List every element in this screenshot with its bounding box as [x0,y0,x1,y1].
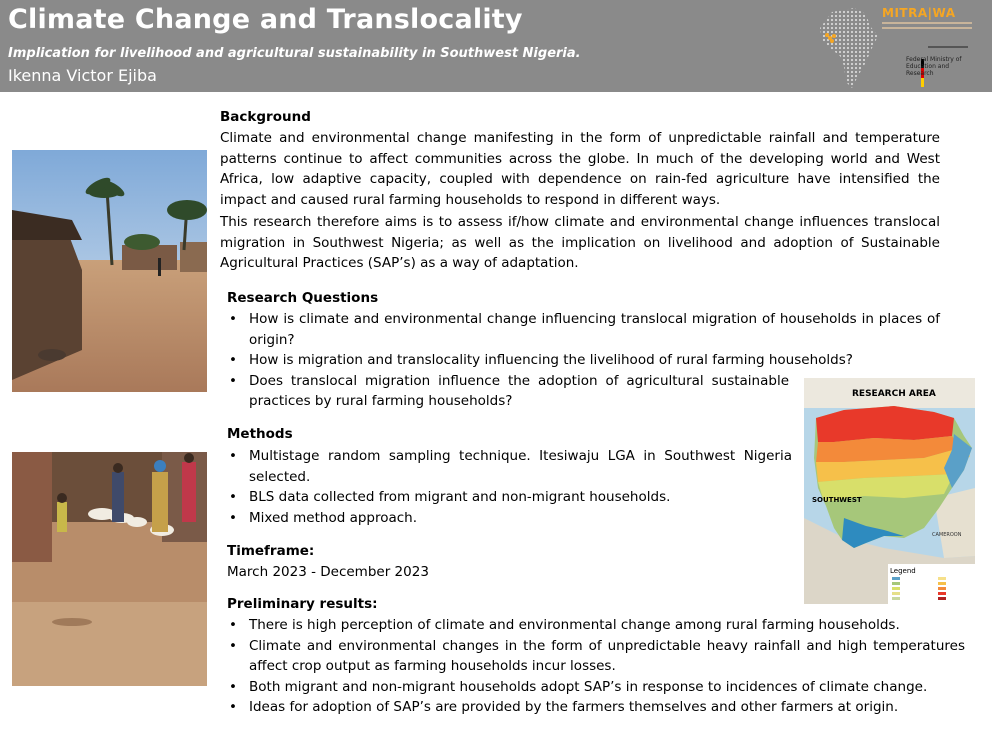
logo-area [818,4,988,90]
list-item: • Multistage random sampling technique. Itesiwaju LGA in Southwest Nigeria selected. [227,446,792,487]
author-name: Ikenna Victor Ejiba [8,66,157,85]
methods-list [227,446,792,528]
background-paragraph-2: This research therefore aims is to assess if/how climate and environmental change influences translocal migration in Southwest Nigeria; as well as the implication on livelihood and adoption of Sustainable Agricultural Practices (SAP’s) as a way of adaptation. [220,214,940,271]
research-questions-heading: Research Questions [227,290,379,306]
background-paragraph-1: Climate and environmental change manifesting in the form of unpredictable rainfall and temperature patterns continue to affect communities across the globe. In much of the developing world and West Africa, low adaptive capacity, coupled with dependence on rain-fed agriculture have intensified the impact and caused rural farming households to respond in different ways. [220,130,940,208]
preliminary-results-heading: Preliminary results: [227,596,378,612]
list-item: • Climate and environmental changes in the form of unpredictable heavy rainfall and high temperatures affect crop output as farming households incur losses. [227,636,965,677]
mitra-wa-logo: MITRA|WA [882,6,956,20]
list-item: • Both migrant and non-migrant households adopt SAP’s in response to incidences of climate change. [227,677,965,698]
ministry-logo-text: Federal Ministry of Education and Research [906,56,962,77]
research-questions-list [227,309,940,412]
timeframe-value: March 2023 - December 2023 [227,564,429,580]
background-heading: Background [220,109,311,125]
list-item: • BLS data collected from migrant and non-migrant households. [227,487,792,508]
list-item: • How is migration and translocality influencing the livelihood of rural farming households? [227,350,940,371]
preliminary-results-list [227,615,965,718]
map-region-label: SOUTHWEST [812,496,862,504]
list-item: • Mixed method approach. [227,508,792,529]
village-street-photo [12,150,207,392]
timeframe-heading: Timeframe: [227,543,315,559]
logo-tagline-lines [882,22,972,36]
page-subtitle: Implication for livelihood and agricultural sustainability in Southwest Nigeria. [8,46,581,61]
africa-dots-logo-icon [818,6,880,90]
research-area-map [804,378,975,604]
methods-heading: Methods [227,426,293,442]
page-title: Climate Change and Translocality [8,4,523,35]
map-legend-title: Legend [890,567,916,575]
list-item: • There is high perception of climate and environmental change among rural farming households. [227,615,965,636]
map-neighbor-label: CAMEROON [932,532,962,538]
market-scene-photo [12,452,207,686]
list-item: • Ideas for adoption of SAP’s are provided by the farmers themselves and other farmers at origin. [227,697,965,718]
list-item: • How is climate and environmental change influencing translocal migration of households in places of origin? [227,309,940,350]
map-title: RESEARCH AREA [852,389,936,399]
list-item: • Does translocal migration influence the adoption of agricultural sustainable practices by rural farming households? [227,371,789,412]
header-banner [0,0,992,92]
